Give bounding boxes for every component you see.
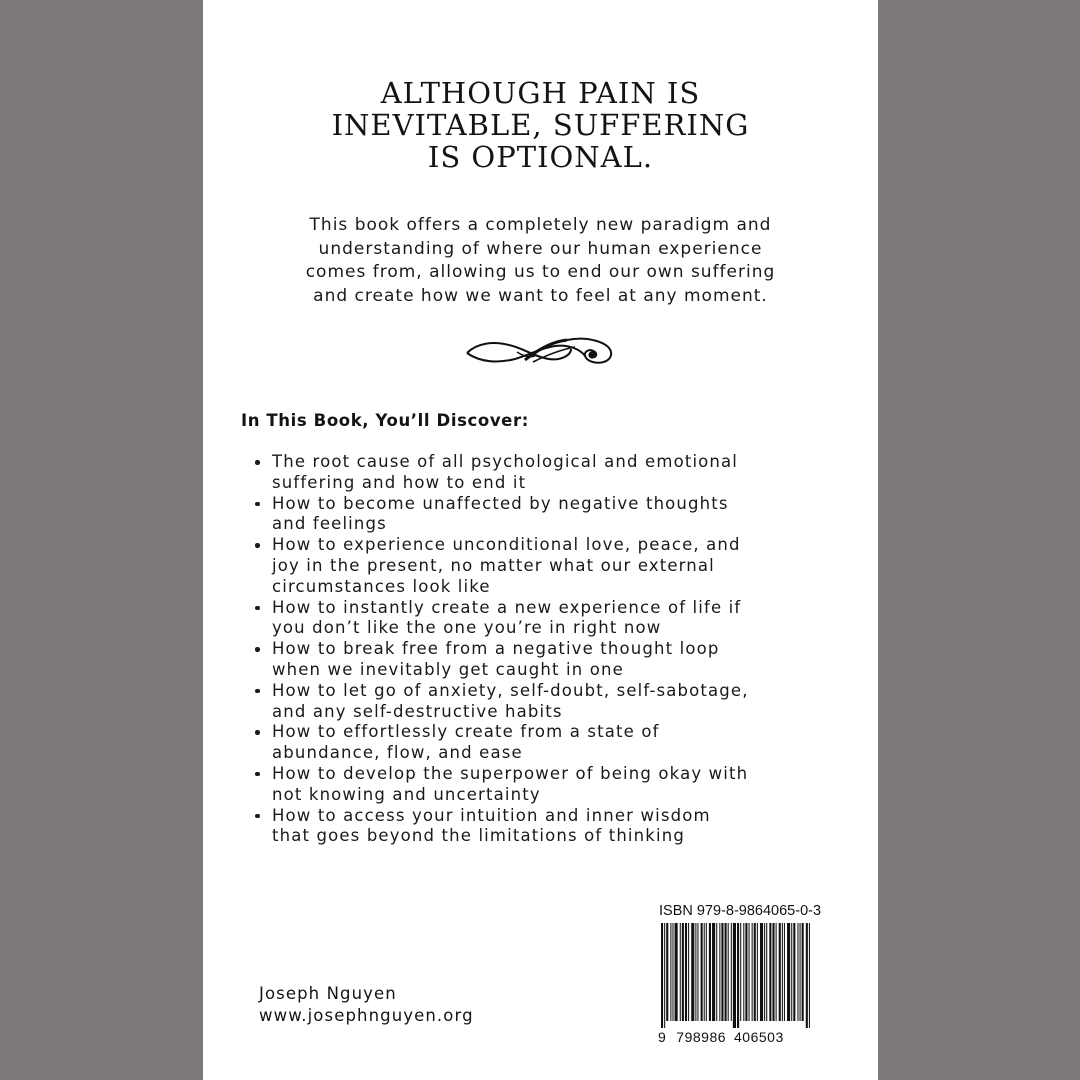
barcode-bar [706,923,707,1021]
list-item [252,806,749,848]
barcode-digit-group: 798986 [676,1029,727,1045]
list-item [252,681,749,723]
list-item-line: How to become unaffected by negative thoughts [272,493,729,513]
barcode-digit-lead: 9 [658,1029,667,1045]
barcode-bar [675,923,678,1021]
barcode-bar [766,923,767,1021]
list-item-line: How to develop the superpower of being okay with [272,763,749,783]
headline-line: IS OPTIONAL. [427,140,654,174]
list-item [252,764,749,806]
headline [203,77,878,173]
discover-list [252,452,749,847]
list-item-line: circumstances look like [272,576,491,596]
barcode-bar [688,923,689,1021]
barcode-bar [695,923,696,1021]
list-item-line: How to experience unconditional love, peace, and [272,535,741,555]
barcode-bar [731,923,732,1021]
list-item-line: and feelings [272,514,387,534]
barcode-bar [666,923,668,1021]
barcode-bar [725,923,727,1021]
list-item [252,639,749,681]
barcode-bar [670,923,671,1021]
barcode-bar [709,923,711,1021]
barcode-digit-group: 406503 [734,1029,784,1045]
barcode-digits [658,1029,784,1045]
headline-line: ALTHOUGH PAIN IS [380,76,701,110]
barcode-bar [680,923,681,1021]
list-item [252,722,749,764]
barcode-bar [740,923,741,1021]
discover-heading: In This Book, You’ll Discover: [241,411,529,430]
headline-line: INEVITABLE, SUFFERING [331,108,750,142]
barcode-bar [800,923,801,1021]
author-website[interactable]: www.josephnguyen.org [259,1006,474,1025]
list-item-line: you don’t like the one you’re in right now [272,618,662,638]
list-item-line: not knowing and uncertainty [272,784,541,804]
barcode-bar [745,923,747,1021]
list-item-line: How to let go of anxiety, self-doubt, self-sabotage, [272,680,749,700]
list-item-line: abundance, flow, and ease [272,743,523,763]
barcode-bar [737,923,739,1028]
barcode-bar [664,923,665,1028]
intro-paragraph [203,214,878,308]
barcode-bar [754,923,756,1021]
barcode-bar [719,923,720,1021]
barcode-bar [782,923,783,1021]
list-item-line: that goes beyond the limitations of thinking [272,826,685,846]
barcode-bar [757,923,758,1021]
barcode-bar [797,923,798,1021]
list-item-line: How to access your intuition and inner wisdom [272,805,711,825]
barcode-bar [697,923,698,1021]
list-item-line: How to effortlessly create from a state of [272,722,660,742]
book-back-cover [203,0,878,1080]
intro-line: understanding of where our human experience [318,238,763,259]
barcode-bar [704,923,705,1021]
barcode-bar [721,923,723,1021]
barcode-bar [752,923,753,1021]
barcode-bar [661,923,663,1028]
barcode-bar [809,923,810,1028]
barcode-bar [733,923,736,1028]
barcode-bar [672,923,673,1021]
barcode-bar [743,923,744,1021]
barcode-bar [760,923,763,1021]
barcode-bar [787,923,790,1021]
barcode-bar [685,923,687,1021]
barcode-bar [764,923,765,1021]
list-item-line: The root cause of all psychological and emotional [272,452,739,471]
list-item-line: How to break free from a negative thought loop [272,639,720,659]
barcode-bar [691,923,694,1021]
flourish-divider-icon [463,332,619,372]
list-item-line: joy in the present, no matter what our external [272,555,715,575]
intro-line: comes from, allowing us to end our own suffering [305,262,776,282]
barcode-bar [701,923,703,1021]
list-item [252,452,749,494]
barcode-bar [728,923,729,1021]
list-item-line: and any self-destructive habits [272,701,563,721]
barcode-bar [712,923,715,1021]
intro-line: This book offers a completely new paradigm and [309,215,772,235]
barcode-bar [791,923,792,1021]
intro-line: and create how we want to feel at any moment. [313,285,768,306]
list-item [252,494,749,536]
isbn-label: ISBN 979-8-9864065-0-3 [659,903,822,919]
barcode-bar [779,923,781,1021]
barcode-bar [802,923,804,1021]
barcode-bar [806,923,808,1028]
list-item [252,598,749,640]
barcode-icon [661,923,811,1028]
barcode-bar [784,923,785,1021]
barcode-bar [772,923,774,1021]
barcode-bar [793,923,795,1021]
list-item [252,535,749,597]
author-name: Joseph Nguyen [259,984,397,1003]
barcode-bar [776,923,777,1021]
list-item-line: suffering and how to end it [272,472,527,492]
barcode-bar [769,923,771,1021]
list-item-line: when we inevitably get caught in one [272,659,624,679]
barcode-bar [716,923,717,1021]
barcode-bar [749,923,750,1021]
list-item-line: How to instantly create a new experience of life if [272,597,742,617]
author-block [259,983,474,1027]
barcode-bar [682,923,684,1021]
